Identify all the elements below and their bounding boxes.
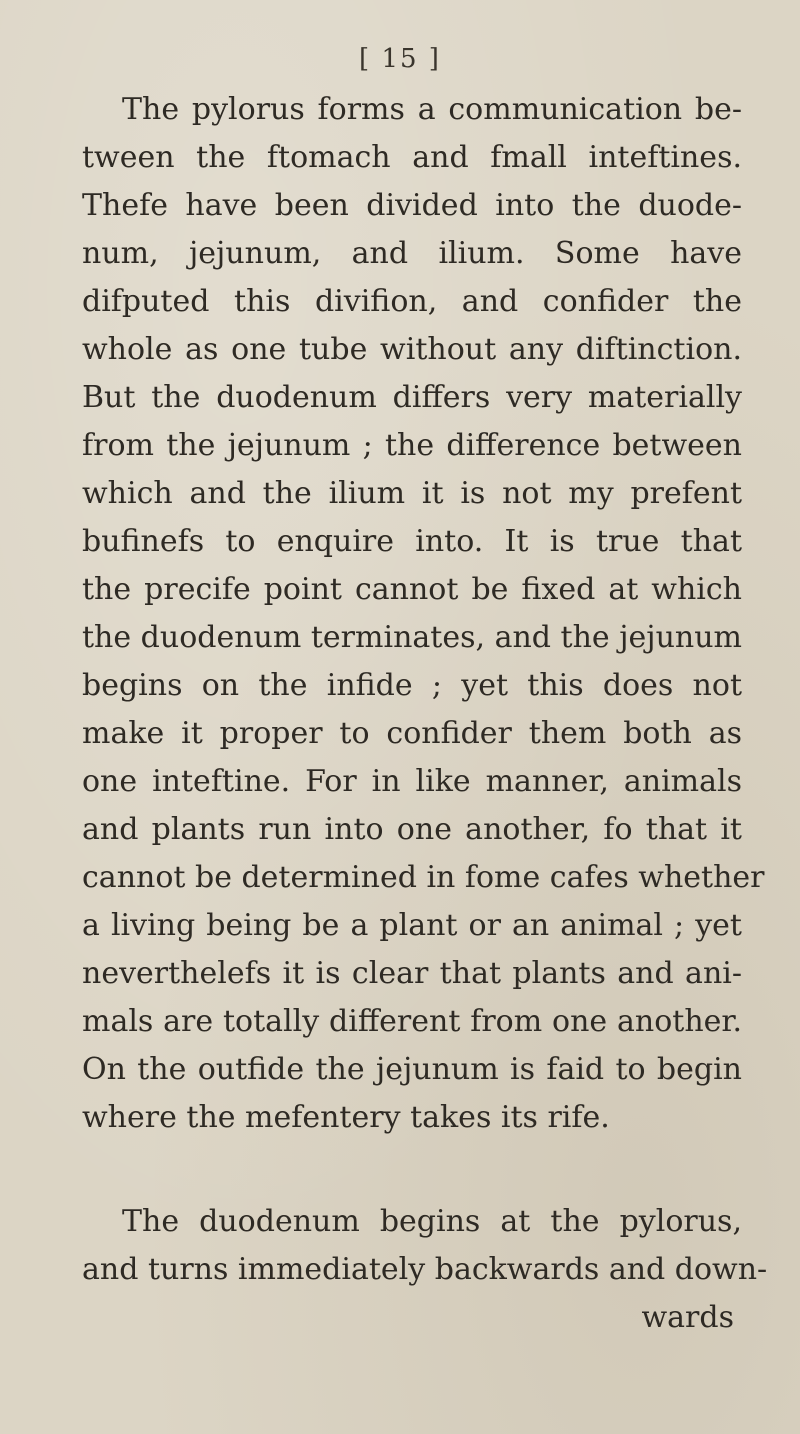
text-line: and turns immediately backwards and down-: [82, 1252, 768, 1287]
text-line: whole as one tube without any diftinction.: [82, 332, 742, 367]
paragraph-gap: [82, 1142, 742, 1198]
text-line: begins on the infide ; yet this does not: [82, 668, 742, 703]
catchword: wards: [641, 1300, 734, 1335]
text-line: the precife point cannot be fixed at which: [82, 572, 742, 607]
text-line: The pylorus forms a communication be-: [122, 92, 742, 127]
text-line: Thefe have been divided into the duode-: [82, 188, 742, 223]
text-line: which and the ilium it is not my prefent: [82, 476, 742, 511]
text-line: On the outfide the jejunum is faid to begin: [82, 1052, 742, 1087]
paragraph-2: [82, 1198, 768, 1294]
text-line: But the duodenum differs very materially: [82, 380, 742, 415]
text-line: mals are totally different from one another.: [82, 1004, 742, 1039]
text-line: a living being be a plant or an animal ; yet: [82, 908, 742, 943]
text-line: and plants run into one another, fo that it: [82, 812, 742, 847]
text-line: make it proper to confider them both as: [82, 716, 742, 751]
page-number: [ 15 ]: [359, 44, 441, 74]
text-line: one inteftine. For in like manner, animals: [82, 764, 742, 799]
text-line: bufinefs to enquire into. It is true that: [82, 524, 742, 559]
text-line: neverthelefs it is clear that plants and ani-: [82, 956, 742, 991]
paragraph-1: [82, 86, 765, 1142]
text-line: num, jejunum, and ilium. Some have: [82, 236, 742, 271]
text-line: cannot be determined in fome cafes whether: [82, 860, 765, 895]
text-line: tween the ftomach and fmall inteftines.: [82, 140, 742, 175]
text-line: The duodenum begins at the pylorus,: [122, 1204, 742, 1239]
text-line: from the jejunum ; the difference between: [82, 428, 742, 463]
text-line: difputed this divifion, and confider the: [82, 284, 742, 319]
body-text: [82, 86, 768, 1342]
text-line: the duodenum terminates, and the jejunum: [82, 620, 742, 655]
text-line: where the mefentery takes its rife.: [82, 1100, 610, 1135]
